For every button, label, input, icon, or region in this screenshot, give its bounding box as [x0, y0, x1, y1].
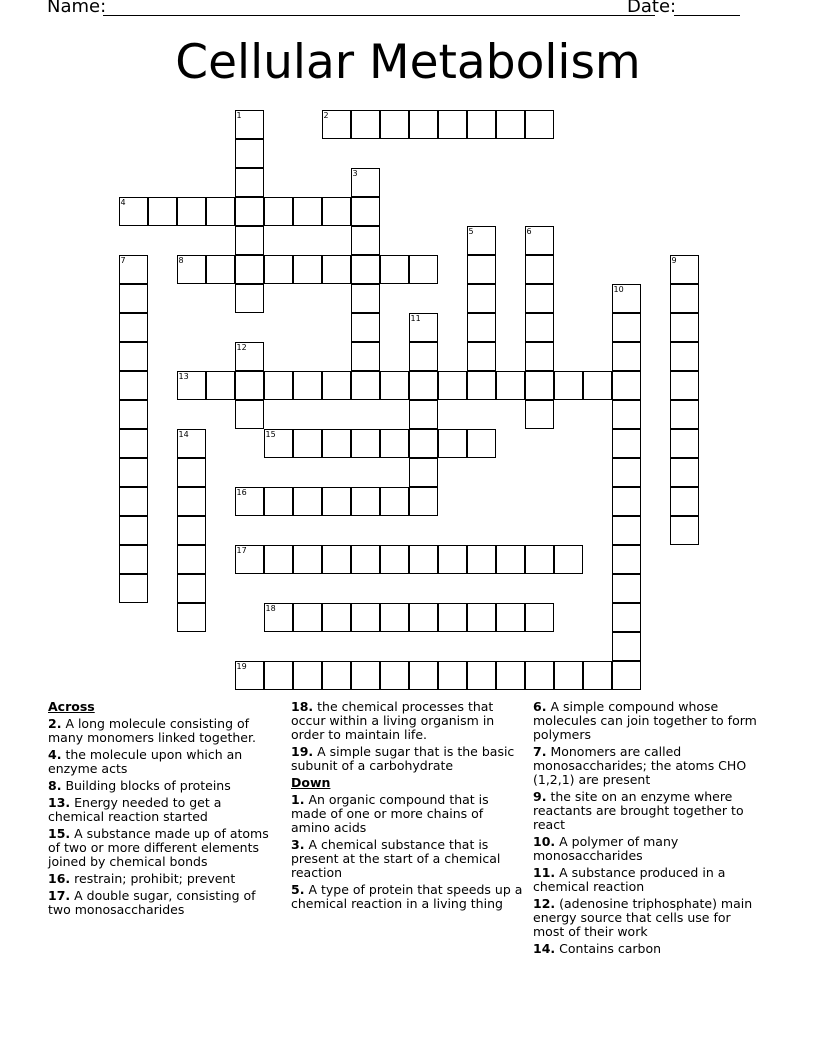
crossword-cell[interactable]: [554, 371, 583, 400]
page-title: Cellular Metabolism: [175, 35, 641, 90]
crossword-cell[interactable]: [496, 371, 525, 400]
cell-number: 11: [410, 314, 421, 323]
crossword-cell[interactable]: [525, 110, 554, 139]
crossword-cell[interactable]: [612, 284, 641, 313]
crossword-cell[interactable]: [409, 255, 438, 284]
crossword-cell[interactable]: [264, 197, 293, 226]
crossword-cell[interactable]: [119, 371, 148, 400]
crossword-cell[interactable]: [409, 429, 438, 458]
clue-across-17: 17. A double sugar, consisting of two monosaccharides: [48, 888, 256, 917]
cell-number: 17: [236, 546, 247, 555]
crossword-cell[interactable]: [351, 197, 380, 226]
crossword-cell[interactable]: [351, 545, 380, 574]
cell-number: 6: [526, 227, 532, 236]
clue-down-9: 9. the site on an enzyme where reactants are brought together to react: [533, 789, 744, 832]
clue-across-4: 4. the molecule upon which an enzyme acts: [48, 747, 243, 776]
crossword-cell[interactable]: [612, 400, 641, 429]
crossword-cell[interactable]: [119, 574, 148, 603]
crossword-cell[interactable]: [293, 429, 322, 458]
crossword-cell[interactable]: [525, 342, 554, 371]
cell-number: 5: [468, 227, 474, 236]
crossword-cell[interactable]: [670, 284, 699, 313]
crossword-cell[interactable]: [235, 661, 264, 690]
clue-down-12: 12. (adenosine triphosphate) main energy source that cells use for most of their work: [533, 896, 753, 939]
crossword-cell[interactable]: [264, 661, 293, 690]
crossword-cell[interactable]: [525, 603, 554, 632]
cell-number: 4: [120, 198, 126, 207]
crossword-cell[interactable]: [351, 110, 380, 139]
name-label: Name:: [47, 0, 107, 17]
clue-down-10: 10. A polymer of many monosaccharides: [533, 834, 679, 863]
clue-across-8: 8. Building blocks of proteins: [48, 778, 231, 793]
crossword-cell[interactable]: [467, 226, 496, 255]
crossword-cell[interactable]: [525, 400, 554, 429]
crossword-cell[interactable]: [583, 371, 612, 400]
crossword-cell[interactable]: [119, 342, 148, 371]
clue-down-14: 14. Contains carbon: [533, 941, 662, 956]
crossword-cell[interactable]: [525, 313, 554, 342]
cell-number: 15: [265, 430, 276, 439]
crossword-cell[interactable]: [322, 545, 351, 574]
crossword-cell[interactable]: [525, 661, 554, 690]
clue-across-16: 16. restrain; prohibit; prevent: [48, 871, 236, 886]
crossword-cell[interactable]: [119, 516, 148, 545]
crossword-cell[interactable]: [235, 342, 264, 371]
crossword-cell[interactable]: [264, 255, 293, 284]
crossword-cell[interactable]: [438, 429, 467, 458]
clue-down-7: 7. Monomers are called monosaccharides; the atoms CHO (1,2,1) are present: [533, 744, 747, 787]
crossword-cell[interactable]: [235, 197, 264, 226]
crossword-cell[interactable]: [119, 429, 148, 458]
crossword-cell[interactable]: [409, 342, 438, 371]
crossword-cell[interactable]: [409, 603, 438, 632]
crossword-cell[interactable]: [438, 603, 467, 632]
crossword-cell[interactable]: [148, 197, 177, 226]
crossword-cell[interactable]: [351, 255, 380, 284]
clue-across-15: 15. A substance made up of atoms of two or more different elements joined by chemical bonds: [48, 826, 269, 869]
crossword-cell[interactable]: [612, 661, 641, 690]
crossword-cell[interactable]: [177, 371, 206, 400]
crossword-cell[interactable]: [496, 603, 525, 632]
crossword-cell[interactable]: [235, 487, 264, 516]
crossword-cell[interactable]: [351, 342, 380, 371]
crossword-cell[interactable]: [293, 255, 322, 284]
clue-across-18: 18. the chemical processes that occur within a living organism in order to maintain life.: [291, 699, 495, 742]
crossword-cell[interactable]: [467, 255, 496, 284]
crossword-cell[interactable]: [612, 574, 641, 603]
crossword-cell[interactable]: [206, 255, 235, 284]
crossword-cell[interactable]: [206, 371, 235, 400]
crossword-cell[interactable]: [467, 371, 496, 400]
cell-number: 3: [352, 169, 358, 178]
crossword-cell[interactable]: [496, 110, 525, 139]
crossword-cell[interactable]: [670, 342, 699, 371]
crossword-cell[interactable]: [380, 603, 409, 632]
crossword-cell[interactable]: [235, 400, 264, 429]
crossword-cell[interactable]: [612, 487, 641, 516]
cell-number: 12: [236, 343, 247, 352]
cell-number: 16: [236, 488, 247, 497]
clue-down-3: 3. A chemical substance that is present at the start of a chemical reaction: [291, 837, 501, 880]
crossword-cell[interactable]: [322, 487, 351, 516]
crossword-cell[interactable]: [235, 371, 264, 400]
crossword-cell[interactable]: [177, 516, 206, 545]
crossword-cell[interactable]: [293, 661, 322, 690]
crossword-cell[interactable]: [409, 400, 438, 429]
crossword-cell[interactable]: [525, 545, 554, 574]
crossword-cell[interactable]: [119, 197, 148, 226]
crossword-cell[interactable]: [525, 371, 554, 400]
crossword-cell[interactable]: [177, 603, 206, 632]
crossword-cell[interactable]: [293, 371, 322, 400]
crossword-cell[interactable]: [496, 661, 525, 690]
crossword-cell[interactable]: [177, 255, 206, 284]
clue-down-1: 1. An organic compound that is made of one or more chains of amino acids: [291, 792, 489, 835]
crossword-cell[interactable]: [409, 661, 438, 690]
cell-number: 2: [323, 111, 329, 120]
crossword-cell[interactable]: [670, 400, 699, 429]
crossword-cell[interactable]: [554, 545, 583, 574]
crossword-cell[interactable]: [496, 545, 525, 574]
date-label: Date:: [627, 0, 677, 17]
crossword-cell[interactable]: [612, 313, 641, 342]
down-heading: Down: [291, 775, 331, 790]
crossword-cell[interactable]: [322, 197, 351, 226]
crossword-cell[interactable]: [322, 371, 351, 400]
cell-number: 1: [236, 111, 242, 120]
crossword-cell[interactable]: [293, 603, 322, 632]
crossword-cell[interactable]: [612, 342, 641, 371]
crossword-cell[interactable]: [409, 313, 438, 342]
crossword-cell[interactable]: [525, 255, 554, 284]
crossword-cell[interactable]: [177, 429, 206, 458]
crossword-cell[interactable]: [264, 603, 293, 632]
clue-down-5: 5. A type of protein that speeds up a chemical reaction in a living thing: [291, 882, 523, 911]
crossword-cell[interactable]: [351, 168, 380, 197]
crossword-cell[interactable]: [670, 255, 699, 284]
clue-across-2: 2. A long molecule consisting of many monomers linked together.: [48, 716, 256, 745]
cell-number: 18: [265, 604, 276, 613]
crossword-cell[interactable]: [235, 255, 264, 284]
crossword-cell[interactable]: [351, 487, 380, 516]
crossword-cell[interactable]: [525, 284, 554, 313]
crossword-cell[interactable]: [670, 371, 699, 400]
cell-number: 9: [671, 256, 677, 265]
crossword-cell[interactable]: [293, 545, 322, 574]
crossword-cell[interactable]: [177, 545, 206, 574]
crossword-cell[interactable]: [119, 545, 148, 574]
clue-down-6: 6. A simple compound whose molecules can join together to form polymers: [533, 699, 757, 742]
crossword-cell[interactable]: [235, 139, 264, 168]
crossword-cell[interactable]: [438, 110, 467, 139]
crossword-cell[interactable]: [409, 545, 438, 574]
clues-column-3: [533, 700, 765, 959]
crossword-cell[interactable]: [612, 545, 641, 574]
clue-down-11: 11. A substance produced in a chemical reaction: [533, 865, 726, 894]
cell-number: 7: [120, 256, 126, 265]
crossword-cell[interactable]: [235, 226, 264, 255]
crossword-cell[interactable]: [293, 487, 322, 516]
clue-across-19: 19. A simple sugar that is the basic subunit of a carbohydrate: [291, 744, 515, 773]
crossword-cell[interactable]: [119, 458, 148, 487]
crossword-cell[interactable]: [177, 487, 206, 516]
crossword-cell[interactable]: [670, 429, 699, 458]
crossword-cell[interactable]: [206, 197, 235, 226]
crossword-cell[interactable]: [235, 545, 264, 574]
crossword-cell[interactable]: [119, 487, 148, 516]
crossword-cell[interactable]: [380, 255, 409, 284]
crossword-cell[interactable]: [467, 603, 496, 632]
crossword-cell[interactable]: [177, 574, 206, 603]
crossword-cell[interactable]: [119, 313, 148, 342]
crossword-cell[interactable]: [409, 458, 438, 487]
clues-column-2: [291, 700, 523, 914]
crossword-cell[interactable]: [612, 458, 641, 487]
crossword-cell[interactable]: [380, 545, 409, 574]
crossword-cell[interactable]: [409, 110, 438, 139]
crossword-cell[interactable]: [554, 661, 583, 690]
crossword-cell[interactable]: [612, 371, 641, 400]
crossword-cell[interactable]: [351, 603, 380, 632]
crossword-cell[interactable]: [351, 661, 380, 690]
crossword-cell[interactable]: [235, 110, 264, 139]
crossword-cell[interactable]: [119, 284, 148, 313]
crossword-cell[interactable]: [322, 661, 351, 690]
crossword-cell[interactable]: [612, 429, 641, 458]
crossword-cell[interactable]: [264, 371, 293, 400]
crossword-cell[interactable]: [351, 226, 380, 255]
crossword-cell[interactable]: [380, 110, 409, 139]
crossword-cell[interactable]: [467, 429, 496, 458]
crossword-cell[interactable]: [351, 313, 380, 342]
crossword-cell[interactable]: [670, 313, 699, 342]
crossword-cell[interactable]: [438, 371, 467, 400]
crossword-cell[interactable]: [467, 313, 496, 342]
crossword-cell[interactable]: [612, 516, 641, 545]
cell-number: 8: [178, 256, 184, 265]
crossword-cell[interactable]: [467, 342, 496, 371]
crossword-cell[interactable]: [670, 487, 699, 516]
crossword-cell[interactable]: [177, 458, 206, 487]
crossword-cell[interactable]: [583, 661, 612, 690]
crossword-cell[interactable]: [351, 429, 380, 458]
crossword-cell[interactable]: [235, 168, 264, 197]
cell-number: 13: [178, 372, 189, 381]
crossword-cell[interactable]: [322, 429, 351, 458]
crossword-cell[interactable]: [351, 371, 380, 400]
crossword-cell[interactable]: [322, 603, 351, 632]
crossword-cell[interactable]: [322, 110, 351, 139]
across-heading: Across: [48, 699, 95, 714]
crossword-cell[interactable]: [409, 371, 438, 400]
crossword-cell[interactable]: [351, 284, 380, 313]
crossword-cell[interactable]: [380, 429, 409, 458]
crossword-cell[interactable]: [438, 661, 467, 690]
crossword-cell[interactable]: [467, 661, 496, 690]
crossword-cell[interactable]: [612, 603, 641, 632]
crossword-cell[interactable]: [177, 197, 206, 226]
crossword-cell[interactable]: [670, 458, 699, 487]
crossword-cell[interactable]: [264, 545, 293, 574]
crossword-cell[interactable]: [525, 226, 554, 255]
cell-number: 10: [613, 285, 624, 294]
cell-number: 19: [236, 662, 247, 671]
crossword-cell[interactable]: [409, 487, 438, 516]
clues-column-1: [48, 700, 280, 920]
crossword-cell[interactable]: [467, 284, 496, 313]
crossword-cell[interactable]: [119, 400, 148, 429]
crossword-cell[interactable]: [264, 429, 293, 458]
crossword-cell[interactable]: [264, 487, 293, 516]
crossword-cell[interactable]: [293, 197, 322, 226]
crossword-cell[interactable]: [467, 545, 496, 574]
crossword-cell[interactable]: [322, 255, 351, 284]
crossword-cell[interactable]: [380, 371, 409, 400]
crossword-cell[interactable]: [119, 255, 148, 284]
crossword-cell[interactable]: [612, 632, 641, 661]
crossword-cell[interactable]: [467, 110, 496, 139]
crossword-cell[interactable]: [235, 284, 264, 313]
crossword-cell[interactable]: [670, 516, 699, 545]
clue-across-13: 13. Energy needed to get a chemical reaction started: [48, 795, 222, 824]
cell-number: 14: [178, 430, 189, 439]
crossword-cell[interactable]: [380, 661, 409, 690]
crossword-cell[interactable]: [438, 545, 467, 574]
crossword-cell[interactable]: [380, 487, 409, 516]
